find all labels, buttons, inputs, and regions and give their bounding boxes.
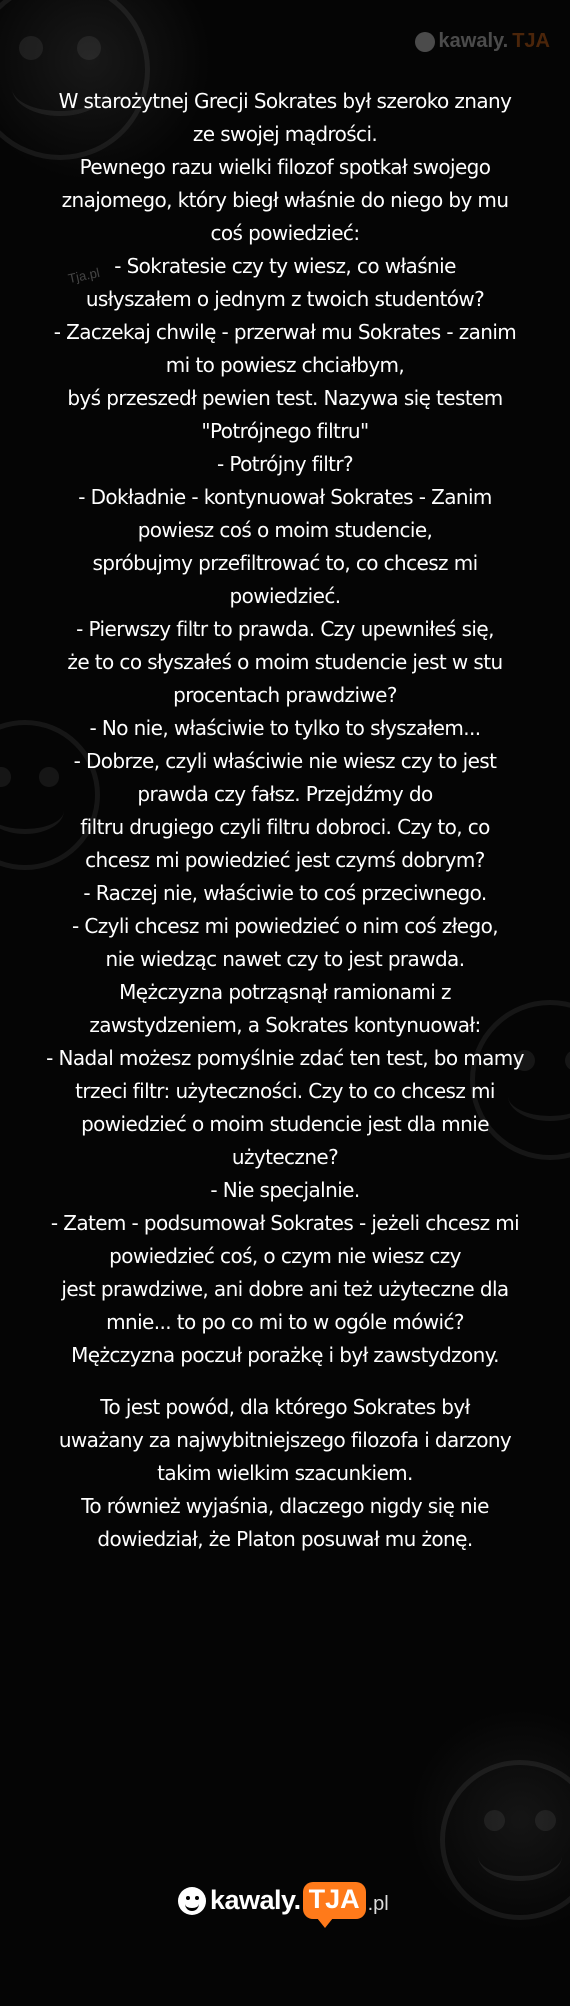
footer-brand-text: kawaly. — [210, 1885, 301, 1915]
footer-badge: TJA — [303, 1882, 366, 1919]
smiley-doodle-icon — [440, 1760, 570, 1920]
story-paragraph-punchline: To jest powód, dla którego Sokrates był uważany za najwybitniejszego filozofa i darzony takim wielkim szacunkiem. To również wyjaśnia, dlaczego nigdy się nie dowiedział, że Platon posuwał mu żonę. — [58, 1395, 512, 1551]
story-text — [30, 85, 540, 1556]
footer-domain-suffix: .pl — [367, 1893, 389, 1915]
story-paragraph-main: W starożytnej Grecji Sokrates był szeroko znany ze swojej mądrości. Pewnego razu wielki filozof spotkał swojego znajomego, który biegł właśnie do niego by mu coś powiedzieć: - Sokratesie czy ty wiesz, co właśnie usłyszałem o jednym z twoich studentów? - Zaczekaj chwilę - przerwał mu Sokrates - zanim mi to powiesz chciałbym, byś przeszedł pewien test. Nazywa się testem "Potrójnego filtru" - Potrójny filtr? - Dokładnie - kontynuował Sokrates - Zanim powiesz coś o moim studencie, spróbujmy przefiltrować to, co chcesz mi powiedzieć. - Pierwszy filtr to prawda. Czy upewniłeś się, że to co słyszałeś o moim studencie jest w stu procentach prawdziwe? - No nie, właściwie to tylko to słyszałem... - Dobrze, czyli właściwie nie wiesz czy to jest prawda czy fałsz. Przejdźmy do filtru drugiego czyli filtru dobroci. Czy to, co chcesz mi powiedzieć jest czymś dobrym? - Raczej nie, właściwie to coś przeciwnego. - Czyli chcesz mi powiedzieć o nim coś złego, nie wiedząc nawet czy to jest prawda. Mężczyzna potrząsnął ramionami z zawstydzeniem, a Sokrates kontynuował: - Nadal możesz pomyślnie zdać ten test, bo mamy trzeci filtr: użyteczności. Czy to co chcesz mi powiedzieć o moim studencie jest dla mnie użyteczne? - Nie specjalnie. - Zatem - podsumował Sokrates - jeżeli chcesz mi powiedzieć coś, o czym nie wiesz czy jest prawdziwe, ani dobre ani też użyteczne dla mnie... to po co mi to w ogóle mówić? Mężczyzna poczuł porażkę i był zawstydzony. — [46, 89, 524, 1367]
brand-watermark — [415, 30, 550, 53]
watermark-badge-text: TJA — [512, 30, 550, 52]
footer-logo — [178, 1882, 389, 1919]
smiley-icon — [178, 1887, 206, 1915]
watermark-brand-text: kawaly. — [438, 30, 509, 52]
small-watermark: Tja.pl — [66, 264, 102, 287]
smiley-icon — [415, 32, 435, 52]
